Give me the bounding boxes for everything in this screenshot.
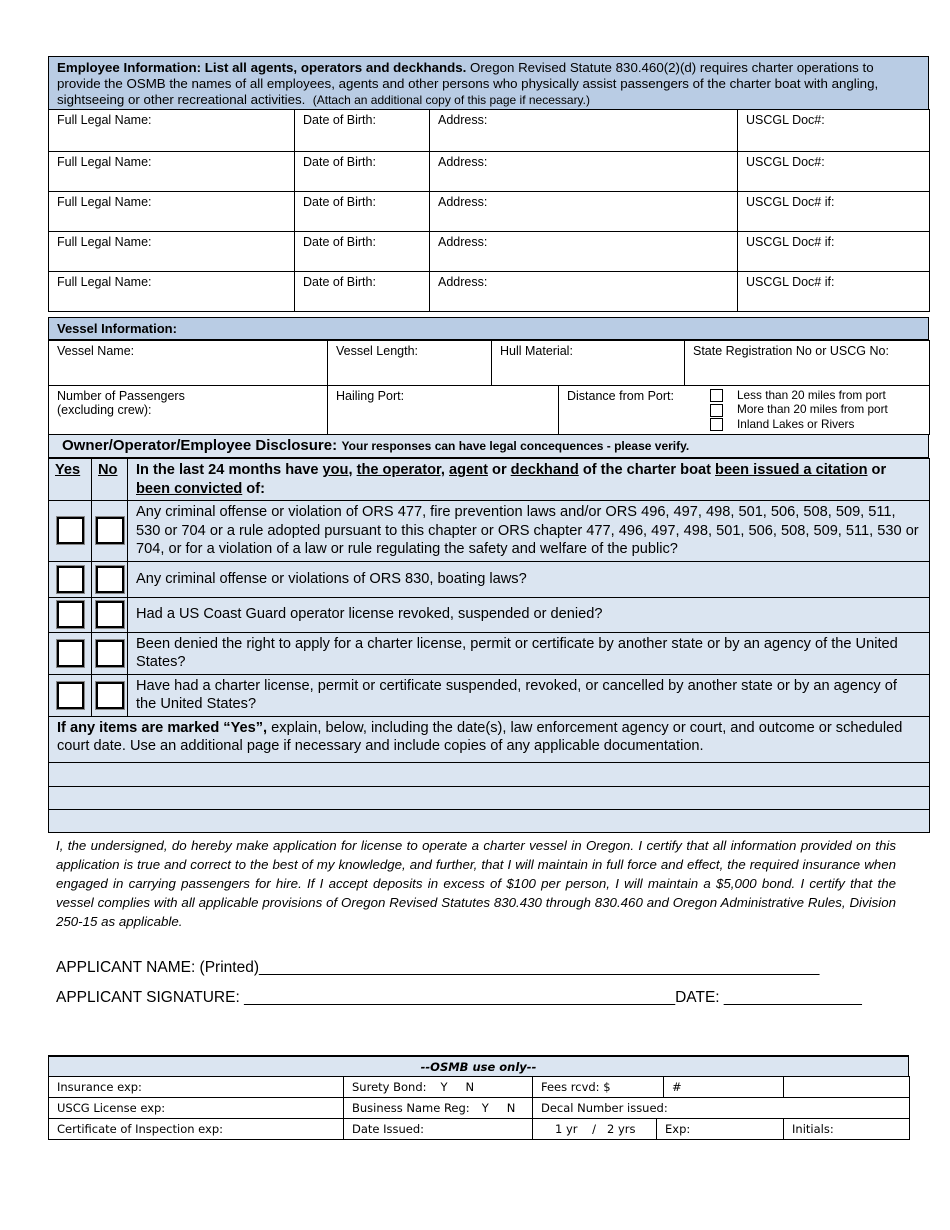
explanation-bold: If any items are marked “Yes”,	[57, 719, 268, 736]
distance-option-label: Less than 20 miles from port	[737, 388, 886, 402]
yes-checkbox[interactable]	[57, 682, 84, 709]
explanation-input[interactable]	[49, 786, 930, 809]
explanation-instructions-row	[49, 716, 930, 762]
yes-cell	[49, 632, 92, 674]
full-legal-name-label: Full Legal Name:	[57, 113, 152, 127]
explanation-line[interactable]	[49, 809, 930, 832]
initials-field[interactable]	[784, 1119, 910, 1140]
uscgl-doc-field[interactable]	[738, 192, 930, 232]
hailing-port-label: Hailing Port:	[336, 389, 405, 403]
applicant-signature-label: APPLICANT SIGNATURE:	[56, 989, 245, 1006]
full-legal-name-label: Full Legal Name:	[57, 155, 152, 169]
registration-label: State Registration No or USCG No:	[693, 344, 889, 358]
vessel-section-header	[48, 317, 929, 340]
vessel-header-title: Vessel Information:	[57, 321, 177, 336]
disclosure-question-text: Any criminal offense or violations of ORS 830, boating laws?	[128, 561, 930, 597]
no-cell	[92, 674, 128, 716]
full-legal-name-field[interactable]	[49, 110, 295, 152]
disclosure-question-row	[49, 501, 930, 562]
employee-row	[49, 152, 930, 192]
date-of-birth-field[interactable]	[295, 152, 430, 192]
uscgl-doc-label: USCGL Doc# if:	[746, 275, 835, 289]
uscgl-doc-field[interactable]	[738, 110, 930, 152]
address-label: Address:	[438, 195, 488, 209]
employee-row	[49, 272, 930, 312]
disclosure-question-row	[49, 597, 930, 632]
disclosure-intro: In the last 24 months have you, the operator, agent or deckhand of the charter boat been issued a citation or been convicted of:	[128, 459, 930, 501]
yes-cell	[49, 597, 92, 632]
passengers-label: Number of Passengers	[57, 389, 185, 403]
osmb-table	[48, 1076, 910, 1140]
explanation-text: explain, below, including the date(s), law enforcement agency or court, and outcome or scheduled court date. Use an additional page if necessary and include copies of any applicable documentation.	[57, 719, 903, 754]
surety-no[interactable]: N	[465, 1080, 475, 1094]
insurance-exp-label: Insurance exp:	[57, 1080, 142, 1094]
disclosure-question-text: Any criminal offense or violation of ORS 477, fire prevention laws and/or ORS 496, 497, 498, 501, 506, 508, 509, 511, 530 or 704 or a rule adopted pursuant to this chapter or ORS chapter 477, 496, 497, 498, 501, 506, 508, 509, 511, 530 or 704, or for a violation of a law or rule regulating the safety and welfare of the public?	[128, 501, 930, 562]
vessel-name-label: Vessel Name:	[57, 344, 135, 358]
decal-number-field[interactable]	[533, 1098, 910, 1119]
applicant-signature-line[interactable]	[56, 989, 862, 1007]
uscgl-doc-field[interactable]	[738, 232, 930, 272]
employee-row	[49, 192, 930, 232]
distance-option-under-20[interactable]	[710, 388, 888, 402]
address-field[interactable]	[430, 232, 738, 272]
business-no[interactable]: N	[506, 1101, 516, 1115]
full-legal-name-field[interactable]	[49, 272, 295, 312]
osmb-header	[48, 1055, 909, 1077]
uscgl-doc-field[interactable]	[738, 272, 930, 312]
osmb-title: --OSMB use only--	[420, 1060, 537, 1074]
distance-label: Distance from Port:	[567, 389, 674, 403]
date-of-birth-label: Date of Birth:	[303, 113, 376, 127]
date-of-birth-field[interactable]	[295, 110, 430, 152]
date-blank[interactable]: ________________	[723, 989, 862, 1006]
disclosure-question-text: Had a US Coast Guard operator license revoked, suspended or denied?	[128, 597, 930, 632]
explanation-input[interactable]	[49, 762, 930, 786]
distance-option-label: More than 20 miles from port	[737, 402, 888, 417]
no-checkbox[interactable]	[96, 601, 124, 628]
uscg-license-exp-field[interactable]	[49, 1098, 344, 1119]
full-legal-name-label: Full Legal Name:	[57, 235, 152, 249]
employee-table	[48, 109, 930, 312]
applicant-name-line[interactable]	[56, 959, 819, 977]
uscgl-doc-label: USCGL Doc#:	[746, 155, 825, 169]
business-yes[interactable]: Y	[481, 1101, 489, 1115]
initials-label: Initials:	[792, 1122, 834, 1136]
address-label: Address:	[438, 155, 488, 169]
yes-checkbox[interactable]	[57, 517, 84, 544]
decal-number-label: Decal Number issued:	[541, 1101, 668, 1115]
address-field[interactable]	[430, 192, 738, 232]
disclosure-subtitle: Your responses can have legal concequences - please verify.	[341, 439, 690, 453]
date-of-birth-label: Date of Birth:	[303, 155, 376, 169]
hull-material-field[interactable]	[492, 341, 685, 386]
disclosure-question-row	[49, 561, 930, 597]
surety-bond-label: Surety Bond:	[352, 1080, 427, 1094]
date-issued-field[interactable]	[344, 1119, 533, 1140]
distance-option-label: Inland Lakes or Rivers	[737, 416, 855, 431]
employee-header-title: Employee Information: List all agents, operators and deckhands.	[57, 60, 467, 75]
insurance-exp-field[interactable]	[49, 1077, 344, 1098]
explanation-line[interactable]	[49, 786, 930, 809]
fees-number-label: #	[672, 1080, 682, 1094]
surety-yes[interactable]: Y	[440, 1080, 448, 1094]
employee-section-header	[48, 56, 929, 110]
business-name-reg-field[interactable]	[344, 1098, 533, 1119]
no-cell	[92, 597, 128, 632]
explanation-line[interactable]	[49, 762, 930, 786]
disclosure-title: Owner/Operator/Employee Disclosure:	[62, 437, 338, 454]
term-separator: /	[592, 1122, 597, 1136]
full-legal-name-field[interactable]	[49, 192, 295, 232]
distance-field	[559, 386, 930, 435]
business-name-reg-label: Business Name Reg:	[352, 1101, 470, 1115]
address-label: Address:	[438, 275, 488, 289]
term-field[interactable]	[533, 1119, 657, 1140]
uscgl-doc-label: USCGL Doc#:	[746, 113, 825, 127]
no-cell	[92, 632, 128, 674]
term-2yrs[interactable]: 2 yrs	[606, 1122, 636, 1136]
uscgl-doc-field[interactable]	[738, 152, 930, 192]
yes-cell	[49, 674, 92, 716]
date-of-birth-label: Date of Birth:	[303, 235, 376, 249]
applicant-signature-blank[interactable]: __________________________________________________	[244, 989, 676, 1006]
certification-text: I, the undersigned, do hereby make application for license to operate a charter vessel in Oregon. I certify that all information provided on this application is true and correct to the best of my knowledge, and further, that I will maintain in full force and effect, the required insurance when engaged in carrying passengers for hire. If I accept deposits in excess of $100 per person, I will maintain a $5,000 bond. I certify that the vessel complies with all applicable provisions of Oregon Revised Statutes 830.430 through 830.460 and Oregon Administrative Rules, Division 250-15 as applicable.	[56, 838, 896, 929]
date-issued-label: Date Issued:	[352, 1122, 425, 1136]
fees-label: Fees rcvd: $	[541, 1080, 611, 1094]
yes-checkbox[interactable]	[57, 640, 84, 667]
date-of-birth-field[interactable]	[295, 232, 430, 272]
no-checkbox[interactable]	[96, 517, 124, 544]
no-column-header: No	[98, 462, 118, 478]
address-field[interactable]	[430, 272, 738, 312]
disclosure-question-text: Been denied the right to apply for a charter license, permit or certificate by another state or by an agency of the United States?	[128, 632, 930, 674]
date-label: DATE:	[675, 989, 724, 1006]
uscg-license-exp-label: USCG License exp:	[57, 1101, 166, 1115]
no-checkbox[interactable]	[96, 640, 124, 667]
hailing-port-field[interactable]	[328, 386, 559, 435]
fees-field[interactable]	[533, 1077, 664, 1098]
yes-cell	[49, 501, 92, 562]
employee-header-note: (Attach an additional copy of this page if necessary.)	[312, 93, 590, 107]
no-cell	[92, 501, 128, 562]
certificate-inspection-exp-field[interactable]	[49, 1119, 344, 1140]
full-legal-name-field[interactable]	[49, 152, 295, 192]
full-legal-name-field[interactable]	[49, 232, 295, 272]
checkbox-icon[interactable]	[710, 389, 723, 402]
applicant-name-blank[interactable]: _________________________________________________________________	[259, 959, 820, 976]
address-label: Address:	[438, 235, 488, 249]
yes-checkbox[interactable]	[57, 566, 84, 593]
hull-material-label: Hull Material:	[500, 344, 573, 358]
address-field[interactable]	[430, 152, 738, 192]
employee-row	[49, 110, 930, 152]
checkbox-icon[interactable]	[710, 418, 723, 431]
employee-row	[49, 232, 930, 272]
vessel-length-label: Vessel Length:	[336, 344, 419, 358]
osmb-exp-label: Exp:	[665, 1122, 691, 1136]
explanation-input[interactable]	[49, 809, 930, 832]
full-legal-name-label: Full Legal Name:	[57, 275, 152, 289]
date-of-birth-field[interactable]	[295, 272, 430, 312]
no-cell	[92, 561, 128, 597]
certification-statement	[56, 836, 896, 931]
fees-extra-field[interactable]	[784, 1077, 910, 1098]
disclosure-section-header	[48, 434, 929, 458]
certificate-inspection-exp-label: Certificate of Inspection exp:	[57, 1122, 224, 1136]
vessel-table-row1[interactable]	[48, 340, 930, 386]
no-checkbox[interactable]	[96, 566, 124, 593]
yes-checkbox[interactable]	[57, 601, 84, 628]
uscgl-doc-label: USCGL Doc# if:	[746, 195, 835, 209]
vessel-table-row2[interactable]	[48, 385, 930, 435]
term-1yr[interactable]: 1 yr	[555, 1122, 578, 1136]
address-field[interactable]	[430, 110, 738, 152]
disclosure-question-row	[49, 674, 930, 716]
vessel-name-field[interactable]	[49, 341, 328, 386]
date-of-birth-label: Date of Birth:	[303, 195, 376, 209]
yes-cell	[49, 561, 92, 597]
date-of-birth-field[interactable]	[295, 192, 430, 232]
distance-option-over-20[interactable]	[710, 402, 888, 416]
uscgl-doc-label: USCGL Doc# if:	[746, 235, 835, 249]
checkbox-icon[interactable]	[710, 404, 723, 417]
date-of-birth-label: Date of Birth:	[303, 275, 376, 289]
distance-option-inland[interactable]	[710, 417, 888, 431]
fees-number-field[interactable]	[664, 1077, 784, 1098]
employee-header-text: Oregon Revised Statute 830.460(2)(d) requires charter operations to provide the OSMB the names of all employees, agents and other persons who physically assist passengers of the charter boat with angling, sightseeing or other recreational activities.	[57, 60, 879, 107]
disclosure-table	[48, 458, 930, 833]
full-legal-name-label: Full Legal Name:	[57, 195, 152, 209]
disclosure-question-row	[49, 632, 930, 674]
disclosure-question-text: Have had a charter license, permit or certificate suspended, revoked, or cancelled by another state or by an agency of the United States?	[128, 674, 930, 716]
yes-column-header: Yes	[55, 462, 81, 478]
vessel-length-field[interactable]	[328, 341, 492, 386]
surety-bond-field[interactable]	[344, 1077, 533, 1098]
osmb-exp-field[interactable]	[657, 1119, 784, 1140]
passengers-field[interactable]	[49, 386, 328, 435]
no-checkbox[interactable]	[96, 682, 124, 709]
registration-field[interactable]	[685, 341, 930, 386]
applicant-name-label: APPLICANT NAME: (Printed)	[56, 959, 259, 976]
passengers-sublabel: (excluding crew):	[57, 403, 152, 417]
address-label: Address:	[438, 113, 488, 127]
